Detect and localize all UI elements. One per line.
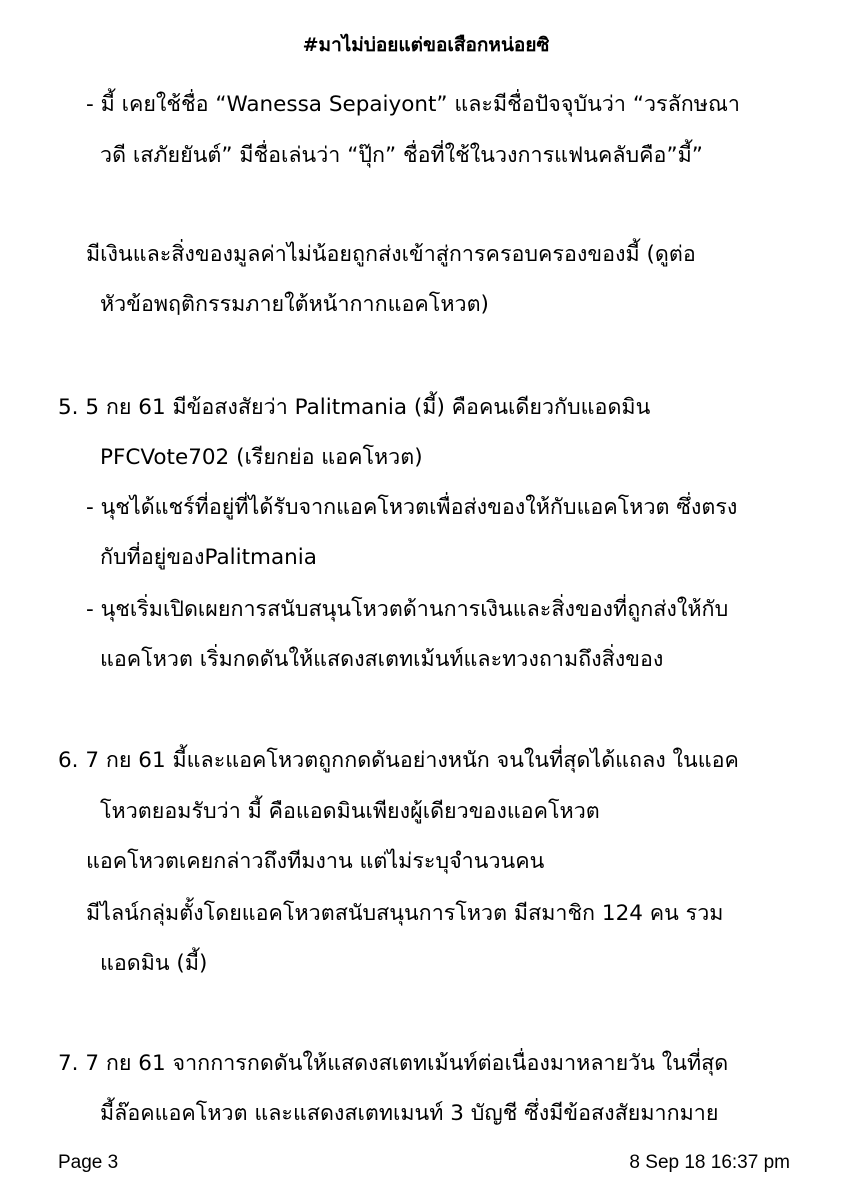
- body-line: มีเงินและสิ่งของมูลค่าไม่น้อยถูกส่งเข้าสู่การครอบครองของมี้ (ดูต่อ: [86, 242, 696, 267]
- body-line: 5. 5 กย 61 มีข้อสงสัยว่า Palitmania (มี้) คือคนเดียวกับแอดมิน: [58, 395, 651, 420]
- body-line: - มี้ เคยใช้ชื่อ “Wanessa Sepaiyont” และมีชื่อปัจจุบันว่า “วรลักษณา: [86, 92, 740, 117]
- body-line: 6. 7 กย 61 มี้และแอคโหวตถูกกดดันอย่างหนัก จนในที่สุดได้แถลง ในแอค: [58, 748, 739, 773]
- body-line: - นุชเริ่มเปิดเผยการสนับสนุนโหวตด้านการเงินและสิ่งของที่ถูกส่งให้กับ: [86, 597, 729, 622]
- footer-timestamp: 8 Sep 18 16:37 pm: [629, 1152, 790, 1173]
- body-line: PFCVote702 (เรียกย่อ แอคโหวต): [100, 445, 423, 470]
- body-line: - นุชได้แชร์ที่อยู่ที่ได้รับจากแอคโหวตเพื่อส่งของให้กับแอคโหวต ซึ่งตรง: [86, 495, 738, 520]
- body-line: แอดมิน (มี้): [100, 951, 208, 976]
- body-line: กับที่อยู่ของPalitmania: [100, 545, 317, 570]
- body-line: มีไลน์กลุ่มตั้งโดยแอคโหวตสนับสนุนการโหวต มีสมาชิก 124 คน รวม: [86, 901, 724, 926]
- page-number: Page 3: [58, 1152, 119, 1173]
- hashtag-title: #มาไม่บ่อยแต่ขอเสือกหน่อยซิ: [302, 34, 550, 56]
- body-line: หัวข้อพฤติกรรมภายใต้หน้ากากแอคโหวต): [100, 292, 489, 317]
- body-line: แอคโหวตเคยกล่าวถึงทีมงาน แต่ไม่ระบุจำนวนคน: [86, 849, 545, 874]
- body-line: วดี เสภัยยันต์” มีชื่อเล่นว่า “ปุ๊ก” ชื่อที่ใช้ในวงการแฟนคลับคือ”มี้”: [100, 143, 703, 168]
- body-line: แอคโหวต เริ่มกดดันให้แสดงสเตทเม้นท์และทวงถามถึงสิ่งของ: [100, 647, 664, 672]
- body-line: มี้ล๊อคแอคโหวต และแสดงสเตทเมนท์ 3 บัญชี ซึ่งมีข้อสงสัยมากมาย: [100, 1101, 719, 1126]
- body-line: 7. 7 กย 61 จากการกดดันให้แสดงสเตทเม้นท์ต่อเนื่องมาหลายวัน ในที่สุด: [58, 1051, 729, 1076]
- body-line: โหวตยอมรับว่า มี้ คือแอดมินเพียงผู้เดียวของแอคโหวต: [100, 799, 600, 824]
